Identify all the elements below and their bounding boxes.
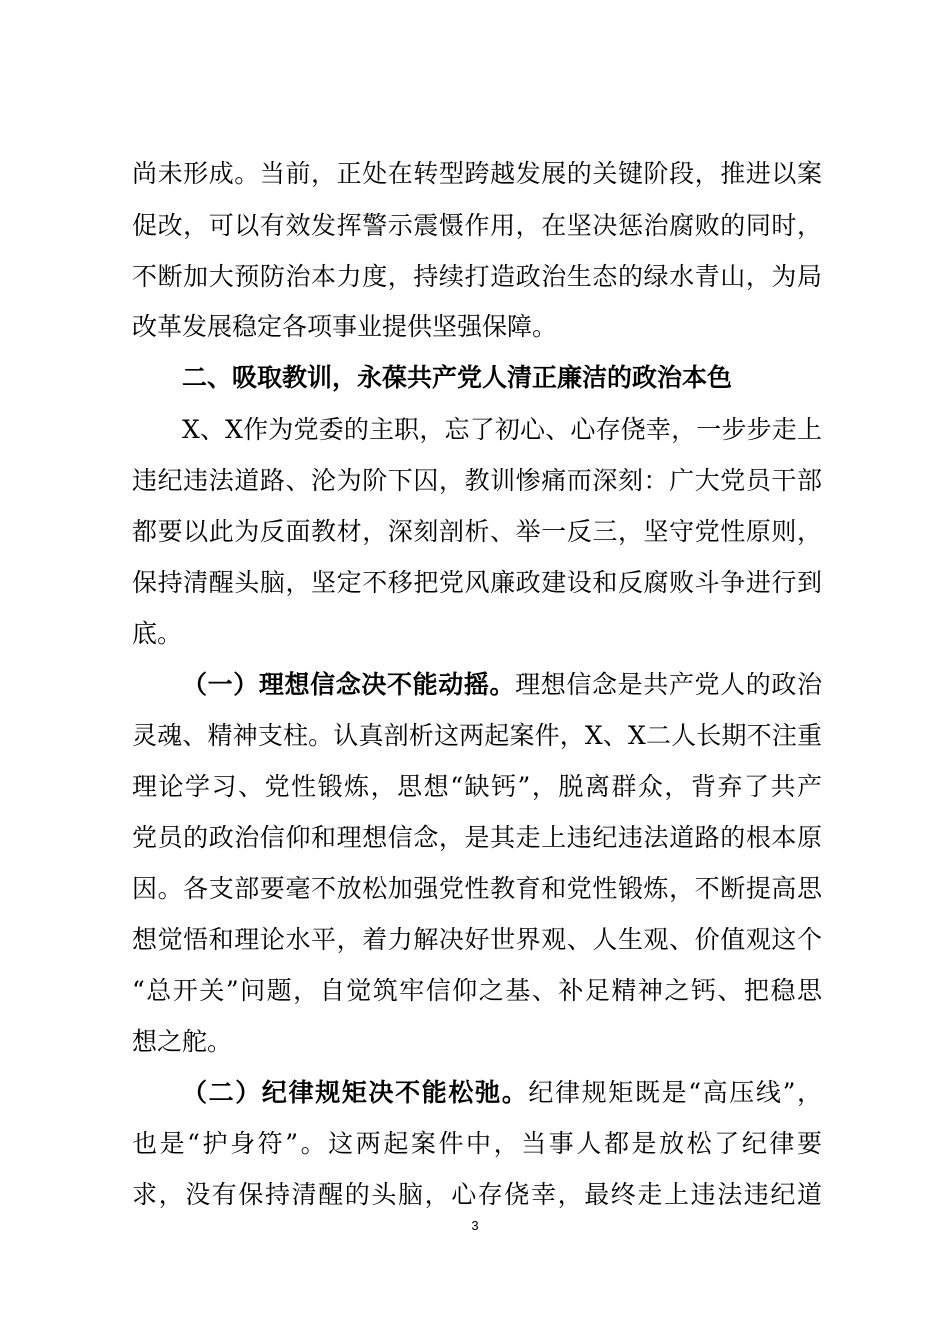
paragraph-line: 违纪违法道路、沦为阶下囚，教训惨痛而深刻：广大党员干部 — [132, 466, 822, 495]
paragraph-line: 促改，可以有效发挥警示震慑作用，在坚决惩治腐败的同时， — [132, 211, 822, 240]
paragraph-line: 底。 — [132, 619, 183, 648]
paragraph-line: “总开关”问题，自觉筑牢信仰之基、补足精神之钙、把稳思 — [132, 976, 822, 1005]
paragraph-line: 党员的政治信仰和理想信念，是其走上违纪违法道路的根本原 — [132, 823, 822, 852]
subsection-heading: （一）理想信念决不能动摇。 — [182, 670, 516, 699]
paragraph-line: 灵魂、精神支柱。认真剖析这两起案件，X、X二人长期不注重 — [132, 721, 822, 750]
subsection-heading: （二）纪律规矩决不能松弛。 — [182, 1078, 529, 1107]
paragraph-line: 因。各支部要毫不放松加强党性教育和党性锻炼，不断提高思 — [132, 874, 822, 903]
paragraph-first-line — [182, 659, 822, 711]
paragraph-line: 保持清醒头脑，坚定不移把党风廉政建设和反腐败斗争进行到 — [132, 568, 822, 597]
paragraph-line: 改革发展稳定各项事业提供坚强保障。 — [132, 312, 558, 341]
paragraph-line: 不断加大预防治本力度，持续打造政治生态的绿水青山，为局 — [132, 262, 822, 291]
paragraph-line: 想觉悟和理论水平，着力解决好世界观、人生观、价值观这个 — [132, 925, 822, 954]
paragraph-line: 理论学习、党性锻炼，思想“缺钙”，脱离群众，背弃了共产 — [132, 772, 822, 801]
paragraph-line: X、X作为党委的主职，忘了初心、心存侥幸，一步步走上 — [182, 415, 822, 444]
paragraph-first-line — [182, 1067, 822, 1119]
page-number: 3 — [471, 1218, 479, 1233]
paragraph-line: 尚未形成。当前，正处在转型跨越发展的关键阶段，推进以案 — [132, 159, 822, 188]
paragraph-line: 想之舵。 — [132, 1027, 233, 1056]
paragraph-line: 也是“护身符”。这两起案件中，当事人都是放松了纪律要 — [132, 1129, 822, 1158]
paragraph-text: 纪律规矩既是“高压线”， — [528, 1078, 822, 1107]
paragraph-line: 求，没有保持清醒的头脑，心存侥幸，最终走上违法违纪道 — [132, 1180, 822, 1209]
paragraph-text: 理想信念是共产党人的政治 — [515, 670, 822, 699]
section-heading: 二、吸取教训，永葆共产党人清正廉洁的政治本色 — [182, 363, 733, 392]
paragraph-line: 都要以此为反面教材，深刻剖析、举一反三，坚守党性原则， — [132, 517, 822, 546]
